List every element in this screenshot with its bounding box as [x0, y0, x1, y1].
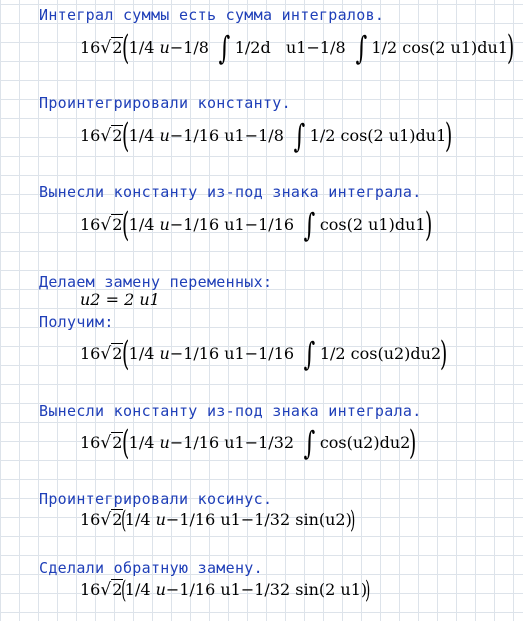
sqrt-expression: √2	[100, 38, 123, 58]
math-line-7[interactable]	[80, 506, 356, 534]
substitution: u2 = 2 u1	[80, 290, 160, 309]
integral-sign: ∫	[218, 29, 231, 67]
term-a: 1/4	[124, 580, 156, 599]
math-line-2[interactable]	[80, 116, 453, 156]
coefficient: 16	[80, 126, 101, 145]
term-a: 1/4	[128, 126, 160, 145]
comment-constant-out-of-integral-2: Вынесли константу из-под знака интеграла.	[39, 402, 422, 420]
coefficient: 16	[80, 433, 101, 452]
integrand: cos(2 u1)du1	[319, 215, 426, 234]
left-paren: (	[122, 116, 130, 156]
coefficient: 16	[80, 38, 101, 57]
right-paren: )	[365, 576, 371, 604]
math-line-3[interactable]	[80, 205, 432, 245]
variable-u: u	[159, 433, 170, 452]
term-b: −1/16 u1−1/32 sin(2 u1)	[165, 580, 368, 599]
variable-u: u	[159, 215, 170, 234]
term-b: −1/16 u1−1/32 sin(u2)	[165, 510, 352, 529]
variable-u: u	[159, 38, 170, 57]
left-paren: (	[122, 28, 130, 68]
integral-sign: ∫	[303, 206, 316, 244]
integrand-2: 1/2 cos(2 u1)du1	[371, 38, 508, 57]
right-paren: )	[424, 205, 432, 245]
coefficient: 16	[80, 215, 101, 234]
integrand: 1/2 cos(u2)du2	[319, 344, 442, 363]
right-paren: )	[445, 116, 453, 156]
term-a: 1/4	[128, 38, 160, 57]
integral-sign: ∫	[303, 424, 316, 462]
term-b: −1/16 u1−1/16	[169, 215, 300, 234]
coefficient: 16	[80, 580, 101, 599]
left-paren: (	[122, 205, 130, 245]
right-paren: )	[440, 334, 448, 374]
left-paren: (	[122, 423, 130, 463]
variable-u: u	[155, 580, 166, 599]
variable-u: u	[155, 510, 166, 529]
sqrt-expression: √2	[100, 433, 123, 453]
sqrt-expression: √2	[100, 344, 123, 364]
sqrt-expression: √2	[100, 510, 123, 530]
sqrt-expression: √2	[100, 580, 123, 600]
right-paren: )	[409, 423, 417, 463]
integrand: 1/2 cos(2 u1)du1	[309, 126, 447, 145]
integral-sign: ∫	[293, 117, 306, 155]
comment-change-of-variables: Делаем замену переменных:	[39, 273, 273, 291]
comment-sum-of-integrals: Интеграл суммы есть сумма интегралов.	[39, 6, 385, 24]
term-a: 1/4	[128, 215, 160, 234]
integral-sign: ∫	[303, 335, 316, 373]
left-paren: (	[121, 506, 127, 534]
variable-u: u	[159, 344, 170, 363]
right-paren: )	[506, 28, 515, 68]
comment-constant-out-of-integral: Вынесли константу из-под знака интеграла.	[39, 183, 422, 201]
coefficient: 16	[80, 344, 101, 363]
left-paren: (	[121, 576, 127, 604]
math-line-8[interactable]	[80, 578, 369, 602]
term-a: 1/4	[128, 344, 160, 363]
sqrt-expression: √2	[100, 215, 123, 235]
comment-reverse-substitution: Сделали обратную замену.	[39, 559, 263, 577]
integrand: cos(u2)du2	[319, 433, 411, 452]
integrand-1: 1/2d u1−1/8	[234, 38, 351, 57]
left-paren: (	[122, 334, 130, 374]
integral-sign: ∫	[355, 29, 367, 67]
comment-we-get: Получим:	[39, 313, 114, 331]
math-line-1[interactable]	[80, 28, 515, 68]
term-a: 1/4	[128, 433, 160, 452]
math-line-6[interactable]	[80, 423, 417, 463]
term-b: −1/16 u1−1/32	[169, 433, 300, 452]
term-b: −1/8	[169, 38, 215, 57]
math-line-5[interactable]	[80, 334, 448, 374]
term-b: −1/16 u1−1/16	[169, 344, 300, 363]
term-b: −1/16 u1−1/8	[169, 126, 289, 145]
coefficient: 16	[80, 510, 101, 529]
variable-u: u	[159, 126, 170, 145]
sqrt-expression: √2	[100, 126, 123, 146]
substitution-line[interactable]	[80, 290, 160, 310]
comment-integrated-constant: Проинтегрировали константу.	[39, 94, 291, 112]
right-paren: )	[349, 506, 356, 534]
term-a: 1/4	[124, 510, 156, 529]
comment-integrated-cosine: Проинтегрировали косинус.	[39, 490, 273, 508]
